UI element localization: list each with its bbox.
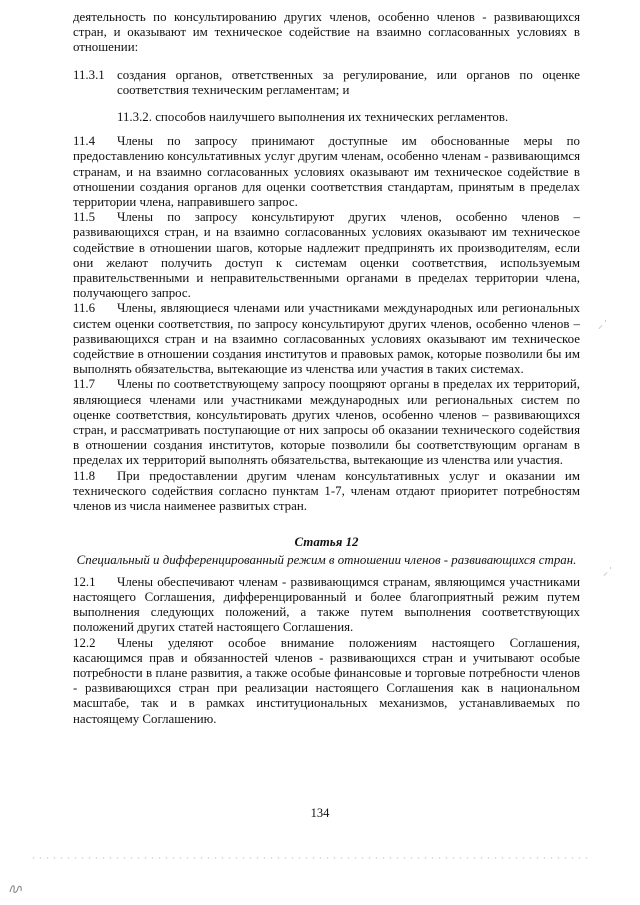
paragraph-text: Члены по запросу принимают доступные им обоснованные меры по предоставлению консультативных услуг другим членам, особенно членам - развивающимся странам, и на взаимно согласованных условиях оказывают им техническое содействие в отношении создания органов для оценки соответствия стандартам, принятым в пределах территории члена, направившего запрос. xyxy=(73,134,580,210)
paragraph-11-5 xyxy=(73,210,580,301)
paragraph-text: Члены обеспечивают членам - развивающимся странам, являющимся участниками настоящего Соглашения, дифференцированный и более благоприятный режим путем выполнения следующих положений, а также путем выполнения соответствующих положений других статей настоящего Соглашения. xyxy=(73,574,580,635)
paragraph-number: 11.6 xyxy=(73,301,96,316)
paragraph-12-2 xyxy=(73,636,580,727)
article-subtitle: Специальный и дифференцированный режим в отношении членов - развивающихся стран. xyxy=(76,552,577,567)
page-number: 134 xyxy=(310,806,330,820)
scan-artifact-mark: ⸝˙ xyxy=(598,320,608,331)
intro-continuation: деятельность по консультированию других членов, особенно членов - развивающихся стран, и оказывают им техническое содействие на взаимно согласованных условиях в отношении: xyxy=(73,10,580,55)
subitem-text: 11.3.2. способов наилучшего выполнения их технических регламентов. xyxy=(117,110,509,125)
scan-footer-dots xyxy=(30,856,590,860)
scan-artifact-mark: ⸝˙ xyxy=(603,567,613,578)
paragraph-text: Члены уделяют особое внимание положениям настоящего Соглашения, касающимся прав и обязанностей членов - развивающихся стран и учитывают особые потребности в плане развития, а также особые финансовые и торговые потребности членов - развивающихся стран при реализации настоящего Соглашения как в национальном масштабе, так и в рамках институциональных механизмов, устанавливаемых по настоящему Соглашению. xyxy=(73,635,580,726)
subitem-11-3-1 xyxy=(73,68,580,98)
paragraph-text: Члены по соответствующему запросу поощряют органы в пределах их территорий, являющиеся членами или участниками международных или региональных систем по оценке соответствия, консультировать других членов, особенно членов – развивающихся стран, и рассматривать поступающие от них запросы об оказании технического содействия в отношении создания институтов, которые позволили бы соответствующим органам в пределах их территорий выполнять обязательства, вытекающие из членства или участия. xyxy=(73,377,580,468)
paragraph-11-8 xyxy=(73,469,580,515)
paragraph-11-7 xyxy=(73,377,580,468)
paragraph-11-6 xyxy=(73,301,580,377)
subitem-11-3-2 xyxy=(73,110,580,125)
paragraph-11-4 xyxy=(73,134,580,210)
paragraph-text: Члены, являющиеся членами или участниками международных или региональных систем оценки соответствия, по запросу консультируют других членов, особенно членов – развивающихся стран и на взаимно согласованных условиях оказывают им техническое содействие в отношении создания институтов и правовых рамок, которые позволили бы им выполнять обязательства, вытекающие из членства или участия в таких системах. xyxy=(73,301,580,377)
paragraph-text: Члены по запросу консультируют других членов, особенно членов – развивающихся стран, и на взаимно согласованных условиях оказывают им техническое содействие в отношении шагов, которые надлежит предпринять их производителям, если они желают получить доступ к системам оценки соответствия, используемым правительственными и неправительственными органами в пределах территории члена, получающего запрос. xyxy=(73,210,580,301)
paragraph-number: 11.7 xyxy=(73,377,96,392)
handwritten-scribble-icon xyxy=(8,880,26,896)
paragraph-12-1 xyxy=(73,575,580,636)
paragraph-number: 11.4 xyxy=(73,134,96,149)
paragraph-number: 12.1 xyxy=(73,574,96,589)
paragraph-text: При предоставлении другим членам консультативных услуг и оказании им технического содействия согласно пунктам 1-7, членам отдают приоритет потребностям членов из числа наименее развитых стран. xyxy=(73,468,580,514)
paragraph-number: 12.2 xyxy=(73,635,96,650)
document-page xyxy=(73,10,580,727)
handwritten-mark-icon xyxy=(8,880,26,900)
subitem-text: создания органов, ответственных за регулирование, или органов по оценке соответствия техническим регламентам; и xyxy=(117,67,580,97)
article-title: Статья 12 xyxy=(294,535,359,550)
paragraph-number: 11.8 xyxy=(73,468,96,483)
paragraph-number: 11.5 xyxy=(73,210,96,225)
subitem-number: 11.3.1 xyxy=(73,67,105,82)
